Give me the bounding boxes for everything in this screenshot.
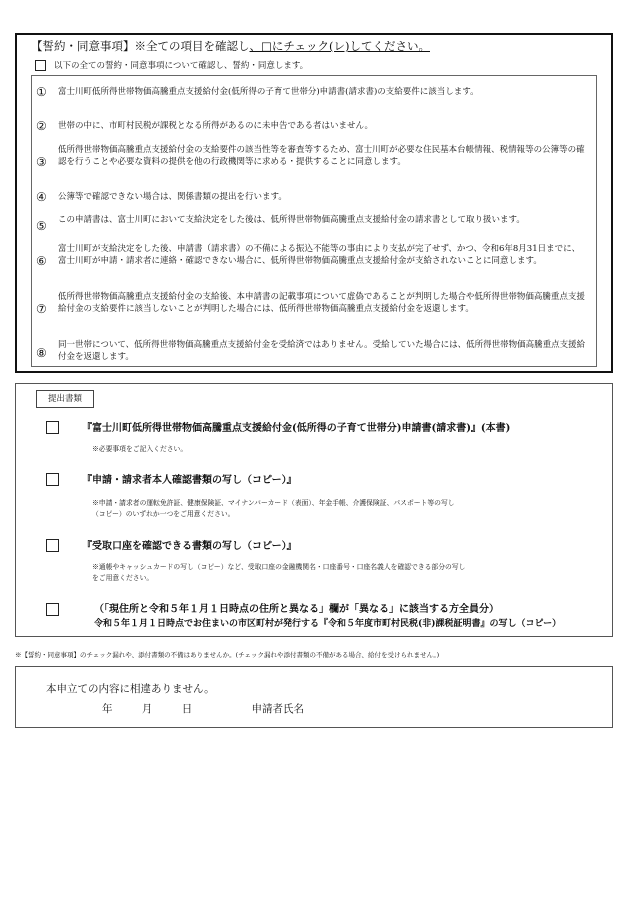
pledge-item-number: ② [36, 119, 47, 133]
pledge-agree-text: 以下の全ての誓約・同意事項について確認し、誓約・同意します。 [54, 61, 309, 71]
attachment-title: 『富士川町低所得世帯物価高騰重点支援給付金(低所得の子育て世帯分)申請書(請求書)』(本書) [82, 423, 511, 434]
attachment-title: 『受取口座を確認できる書類の写し（コピー）』 [82, 541, 297, 552]
attachment-checkbox[interactable] [46, 473, 59, 486]
pledge-title-suffix: 、□にチェック(レ)してください。 [249, 39, 430, 53]
attachment-checkbox[interactable] [46, 421, 59, 434]
pledge-item-number: ⑥ [36, 254, 47, 268]
attachment-title: 『申請・請求者本人確認書類の写し（コピー）』 [82, 475, 297, 486]
attachments-section [15, 383, 613, 637]
attachment-checkbox[interactable] [46, 539, 59, 552]
pledge-item-text: この申請書は、富士川町において支給決定をした後は、低所得世帯物価高騰重点支援給付金の請求書として取り扱います。 [58, 215, 525, 225]
pledge-item-number: ⑤ [36, 219, 47, 233]
pledge-item-number: ④ [36, 190, 47, 204]
declaration-section [15, 666, 613, 728]
pledge-item-number: ⑦ [36, 302, 47, 316]
attachments-tag: 提出書類 [36, 390, 94, 408]
attachment-checkbox[interactable] [46, 603, 59, 616]
date-row [102, 701, 304, 716]
pledge-item-text: 同一世帯について、低所得世帯物価高騰重点支援給付金を受給済ではありません。受給していた場合には、低所得世帯物価高騰重点支援給付金を返還します。 [58, 340, 586, 362]
pledge-item-text: 富士川町低所得世帯物価高騰重点支援給付金(低所得の子育て世帯分)申請書(請求書)の支給要件に該当します。 [58, 87, 479, 97]
pledge-items-box [31, 75, 597, 367]
attachment-note: ※申請・請求者の運転免許証、健康保険証、マイナンバーカード（表面）、年金手帳、介護保険証、パスポート等の写し [92, 499, 455, 507]
year-label: 年 [102, 703, 113, 715]
pledge-agree-row [35, 59, 308, 71]
pledge-title [31, 38, 430, 54]
applicant-name-label: 申請者氏名 [251, 703, 305, 715]
attachment-note: をご用意ください。 [92, 574, 154, 582]
footnote: ※【誓約・同意事項】のチェック漏れや、添付書類の不備はありませんか。(チェック漏れや添付書類の不備がある場合、給付を受けられません。) [15, 651, 440, 659]
pledge-title-prefix: 【誓約・同意事項】※全ての項目を確認し [31, 39, 250, 53]
attachment-note: ※通帳やキャッシュカードの写し（コピー）など、受取口座の金融機関名・口座番号・口座名義人を確認できる部分の写し [92, 563, 466, 571]
declaration-text: 本申立ての内容に相違ありません。 [46, 683, 215, 695]
pledge-item-text: 富士川町が支給決定をした後、申請書（請求書）の不備による振込不能等の事由により支払が完了せず、かつ、令和6年8月31日までに、富士川町が申請・請求者に連絡・確認できない場合に、低所得世帯物価高騰重点支援給付金が支給されないことに同意します。 [58, 244, 581, 266]
attachment-subtitle: 令和５年１月１日時点でお住まいの市区町村が発行する『令和５年度市町村民税(非)課税証明書』の写し（コピー） [94, 619, 562, 629]
month-label: 月 [141, 703, 153, 715]
day-label: 日 [181, 703, 193, 715]
attachment-note: （コピー）のいずれか一つをご用意ください。 [92, 510, 235, 518]
pledge-section [15, 33, 613, 373]
pledge-item-number: ③ [36, 155, 47, 169]
pledge-item-text: 世帯の中に、市町村民税が課税となる所得があるのに未申告である者はいません。 [58, 121, 374, 131]
pledge-item-number: ① [36, 85, 47, 99]
pledge-item-text: 低所得世帯物価高騰重点支援給付金の支給要件の該当性等を審査等するため、富士川町が必要な住民基本台帳情報、税情報等の公簿等の確認を行うことや必要な資料の提供を他の行政機関等に求める・提供することに同意します。 [58, 145, 585, 167]
pledge-item-number: ⑧ [36, 346, 47, 360]
pledge-item-text: 低所得世帯物価高騰重点支援給付金の支給後、本申請書の記載事項について虚偽であることが判明した場合や低所得世帯物価高騰重点支援給付金の支給要件に該当しないことが判明した場合には、低所得世帯物価高騰重点支援給付金を返還します。 [58, 292, 585, 314]
pledge-agree-checkbox[interactable] [35, 60, 46, 71]
pledge-item-text: 公簿等で確認できない場合は、関係書類の提出を行います。 [58, 192, 287, 202]
attachment-title: （「現住所と令和５年１月１日時点の住所と異なる」欄が「異なる」に該当する方全員分） [94, 604, 499, 615]
attachment-note: ※必要事項をご記入ください。 [92, 445, 188, 453]
